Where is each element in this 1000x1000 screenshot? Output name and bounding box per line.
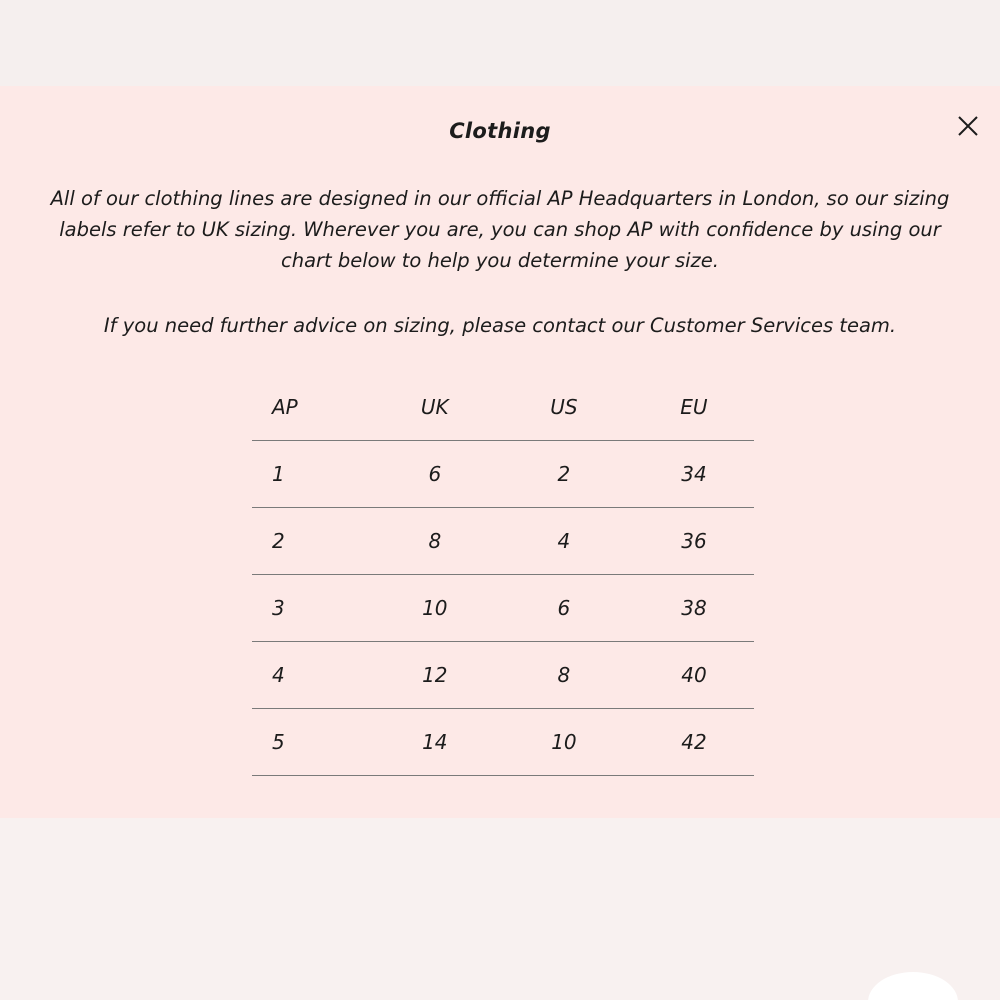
table-row <box>252 441 754 508</box>
cell-ap: 2 <box>252 508 376 575</box>
header-ap: AP <box>252 374 376 441</box>
header-us: US <box>494 374 634 441</box>
cell-eu: 40 <box>634 642 754 709</box>
cell-ap: 1 <box>252 441 376 508</box>
table-row <box>252 709 754 776</box>
table-row <box>252 508 754 575</box>
cell-uk: 14 <box>376 709 494 776</box>
cell-uk: 10 <box>376 575 494 642</box>
cell-eu: 38 <box>634 575 754 642</box>
cell-ap: 4 <box>252 642 376 709</box>
table-row <box>252 575 754 642</box>
cell-us: 8 <box>494 642 634 709</box>
page-backdrop-top <box>0 0 1000 86</box>
cell-uk: 12 <box>376 642 494 709</box>
header-uk: UK <box>376 374 494 441</box>
cell-us: 4 <box>494 508 634 575</box>
table-row <box>252 642 754 709</box>
header-eu: EU <box>634 374 754 441</box>
cell-us: 6 <box>494 575 634 642</box>
cell-eu: 42 <box>634 709 754 776</box>
advice-text: If you need further advice on sizing, please contact our Customer Services team. <box>103 314 897 337</box>
size-guide-modal <box>0 86 1000 818</box>
cell-us: 2 <box>494 441 634 508</box>
cell-eu: 36 <box>634 508 754 575</box>
cell-ap: 3 <box>252 575 376 642</box>
cell-us: 10 <box>494 709 634 776</box>
cell-eu: 34 <box>634 441 754 508</box>
cell-ap: 5 <box>252 709 376 776</box>
cell-uk: 6 <box>376 441 494 508</box>
intro-text: All of our clothing lines are designed in our official AP Headquarters in London, so our sizing labels refer to UK sizing. Wherever you are, you can shop AP with confidence by using our chart below to help you determine your size. <box>50 187 950 272</box>
page-backdrop-bottom <box>0 818 1000 1000</box>
cell-uk: 8 <box>376 508 494 575</box>
size-chart-table <box>252 374 754 776</box>
modal-title: Clothing <box>449 119 551 143</box>
table-header-row <box>252 374 754 441</box>
